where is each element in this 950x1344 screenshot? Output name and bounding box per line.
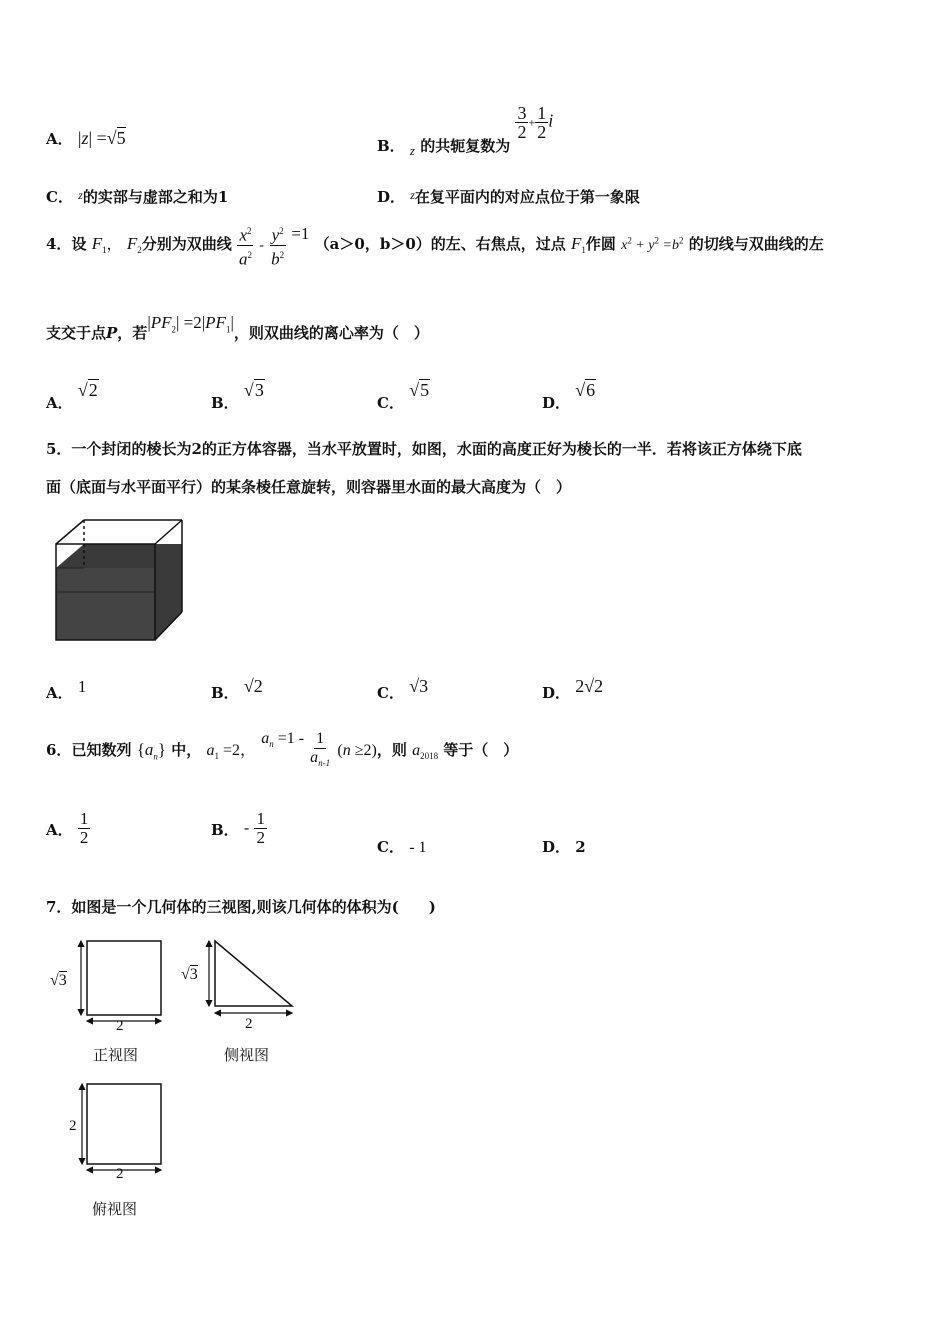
q7-side-width-label: 2 — [245, 1016, 253, 1032]
q6-option-d: D． 2 — [542, 838, 586, 856]
q5-option-a: A． 1 — [46, 677, 87, 702]
q7-side-height-label: √3 — [181, 966, 198, 983]
q3-option-c: C． $^z$的实部与虚部之和为1 — [46, 188, 229, 206]
q6-option-a: A． $\frac{1}{2}$ — [46, 809, 89, 847]
q7-side-view-label: 侧视图 — [224, 1046, 270, 1064]
q5-line1: 5．一个封闭的棱长为2的正方体容器，当水平放置时，如图，水面的高度正好为棱长的一半．若将该正方体绕下底 — [46, 440, 802, 458]
q4-line1: 4．设 $F_1$， $F_2$分别为双曲线 $\frac{x^2}{a^2}$ - $\frac{y^2}{b^2}$ =1 （a＞0，b＞0）的左、右焦点，过点 $F_1$作圆 $x^2 + y^2 =b^2$ 的切线与双曲线的左 — [46, 222, 824, 268]
q4-option-d: D． √6 — [542, 380, 596, 412]
q4-option-b: B． √3 — [211, 380, 264, 412]
q7-front-view-label: 正视图 — [93, 1046, 139, 1064]
q3-option-a: A． |z| =√5 — [46, 128, 126, 148]
q6-frac: $\frac{1}{a_{n-1}}$ — [310, 730, 331, 769]
q4-option-c: C． √5 — [377, 380, 430, 412]
q5-option-b: B． √2 — [211, 676, 263, 702]
q4-line2: 支交于点P，若$|PF_2| =2|PF_1|$，则双曲线的离心率为（ ） — [46, 313, 429, 342]
q3-option-a-math: |z| =√5 — [77, 128, 126, 148]
q6-b-frac: $\frac{1}{2}$ — [256, 809, 265, 847]
q4-frac-x: $\frac{x^2}{a^2}$ — [237, 222, 254, 268]
q7-top-height-label: 2 — [69, 1118, 77, 1134]
q5-cube-figure — [52, 516, 188, 646]
q6-option-c: C． - 1 — [377, 838, 427, 856]
q3-option-b: B． z 的共轭复数为 $\frac{3}{2}$ + $\frac{1}{2}$ i — [377, 103, 554, 158]
q3-b-frac2: $\frac{1}{2}$ — [537, 103, 547, 142]
q7-top-view-label: 俯视图 — [92, 1200, 138, 1218]
q7-front-width-label: 2 — [116, 1018, 124, 1034]
q4-frac-y: $\frac{y^2}{b^2}$ — [269, 222, 286, 268]
q5-option-c: C． √3 — [377, 676, 429, 702]
q7-top-view — [72, 1078, 168, 1178]
q3-b-frac1: $\frac{3}{2}$ — [517, 103, 527, 142]
q6-line: 6．已知数列 $\{a_n\}$ 中， $a_1 =2$， $a_n =1$ - $\frac{1}{a_{n-1}}$ (n ≥2)，则 $a_{2018}$ 等于（ ） — [46, 730, 518, 772]
q7-top-width-label: 2 — [116, 1166, 124, 1182]
q6-a-frac: $\frac{1}{2}$ — [79, 809, 89, 847]
q6-option-b: B． - $\frac{1}{2}$ — [211, 809, 265, 847]
q7-text: 7．如图是一个几何体的三视图,则该几何体的体积为( ) — [46, 898, 436, 916]
q5-option-d: D． 2√2 — [542, 676, 604, 702]
q4-option-a: A． √2 — [46, 380, 98, 412]
q3-option-d: D． $^z$在复平面内的对应点位于第一象限 — [377, 188, 640, 206]
q5-line2: 面（底面与水平面平行）的某条棱任意旋转，则容器里水面的最大高度为（ ） — [46, 478, 572, 496]
q7-front-height-label: √3 — [50, 972, 67, 989]
